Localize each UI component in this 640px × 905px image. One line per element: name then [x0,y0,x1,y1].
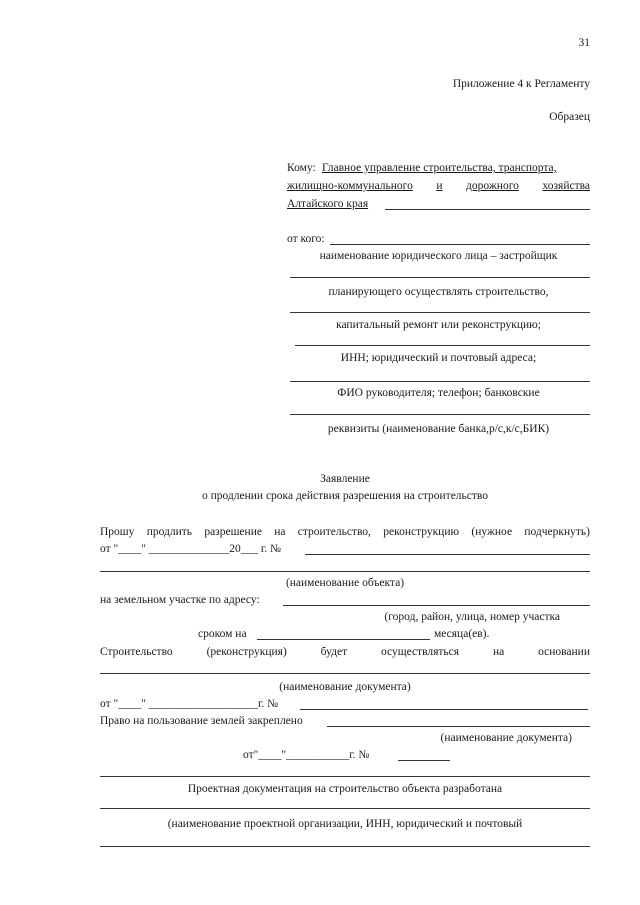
construction-word: осуществляться [380,646,460,658]
term-fill[interactable] [257,639,430,640]
from-fill-line-2[interactable] [290,277,590,278]
addressee-line-1: Главное управление строительства, транспорта, [322,162,557,174]
from-hint-1: наименование юридического лица – застройщик [319,250,558,262]
land-doc-fill-line[interactable] [100,776,590,777]
from-fill-line-4[interactable] [295,345,590,346]
addressee-word: хозяйства [542,180,590,192]
land-address-fill[interactable] [283,605,590,606]
land-right-label: Право на пользование землей закреплено [100,715,303,727]
page-number: 31 [578,37,590,49]
request-word: на [274,526,286,538]
request-word: разрешение [204,526,262,538]
construction-word: будет [320,646,348,658]
addressee-word: жилищно-коммунального [287,180,413,192]
project-org-fill[interactable] [100,808,590,809]
object-fill-line[interactable] [100,571,590,572]
term-suffix: месяца(ев). [434,628,490,640]
construction-line [100,645,590,659]
document-title: Заявление [320,473,370,485]
from-fill-line-6[interactable] [290,414,590,415]
request-word: подчеркнуть) [524,526,590,538]
land-doc-date: от"____"___________г. № [243,749,370,761]
request-word: Прошу [100,526,135,538]
object-hint: (наименование объекта) [285,577,405,589]
land-address-label: на земельном участке по адресу: [100,594,260,606]
request-line [100,525,590,539]
addressee-word: дорожного [466,180,519,192]
land-doc-hint: (наименование документа) [440,732,572,744]
permit-date-line: от "____" ______________20___ г. № [100,543,282,555]
request-word: реконструкцию [383,526,460,538]
project-org-hint: (наименование проектной организации, ИНН, юридический и почтовый [167,818,523,830]
sample-label: Образец [549,111,590,123]
land-right-fill[interactable] [327,726,590,727]
term-prefix: сроком на [198,628,247,640]
address-hint: (город, район, улица, номер участка [384,611,560,623]
from-fill-line-5[interactable] [290,381,590,382]
request-word: продлить [146,526,193,538]
appendix-label: Приложение 4 к Регламенту [452,78,590,90]
from-hint-2: планирующего осуществлять строительство, [328,286,549,298]
addressee-word: и [436,180,443,192]
request-word: строительство, [297,526,371,538]
land-doc-number-fill[interactable] [398,760,450,761]
from-hint-5: ФИО руководителя; телефон; банковские [337,387,540,399]
from-hint-3: капитальный ремонт или реконструкцию; [336,319,541,331]
construction-word: (реконструкция) [206,646,287,658]
doc-number-fill[interactable] [300,709,588,710]
construction-word: основании [538,646,590,658]
from-fill-line[interactable] [330,244,590,245]
request-word: (нужное [471,526,513,538]
from-fill-line-3[interactable] [290,312,590,313]
from-label: от кого: [287,233,325,245]
doc-hint: (наименование документа) [279,681,411,693]
construction-word: Строительство [100,646,173,658]
addressee-fill-line[interactable] [385,209,590,210]
from-hint-6: реквизиты (наименование банка,р/с,к/с,БИК) [327,423,550,435]
to-label: Кому: [287,162,316,174]
document-subtitle: о продлении срока действия разрешения на строительство [201,490,489,502]
permit-number-fill[interactable] [305,554,590,555]
from-hint-4: ИНН; юридический и почтовый адреса; [340,352,537,364]
basis-fill-line[interactable] [100,673,590,674]
construction-word: на [492,646,505,658]
project-org-fill-2[interactable] [100,846,590,847]
addressee-line-3: Алтайского края [287,198,369,210]
addressee-line-2 [287,179,590,193]
project-doc-text: Проектная документация на строительство объекта разработана [187,783,503,795]
doc-date-line: от "____" ___________________г. № [100,698,279,710]
